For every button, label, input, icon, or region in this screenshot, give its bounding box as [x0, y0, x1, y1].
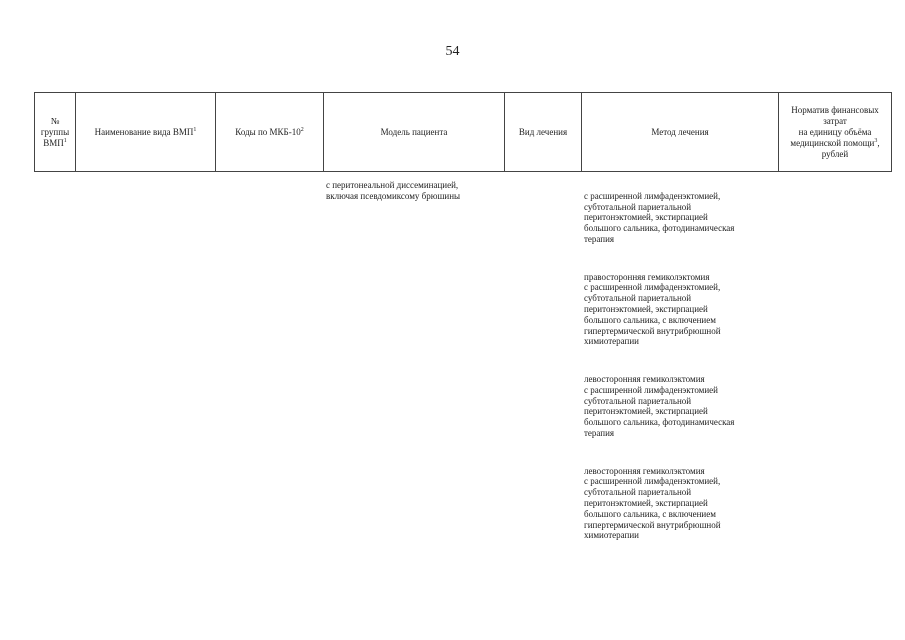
col-cost-norm: Норматив финансовых затрат на единицу объёма медицинской помощи$^3$, рублей: [779, 93, 892, 172]
page-number: 54: [445, 44, 460, 59]
col-treatment-type: Вид лечения: [505, 93, 582, 172]
col-mkb-codes: Коды по МКБ-$10^2$: [216, 93, 324, 172]
patient-model-text: с перитонеальной диссеминацией, включая псевдомиксому брюшины: [326, 180, 461, 201]
col-treatment-method: Метод лечения: [582, 93, 779, 172]
treatment-method-list: [584, 180, 774, 568]
col-patient-model: Модель пациента: [324, 93, 505, 172]
method-item: левосторонняя гемиколэктомия с расширенной лимфаденэктомией, субтотальной париетальной перитонэктомией, экстирпацией большого сальника, с включением гипертермической внутрибрюшной химиотерапии: [584, 465, 721, 541]
method-item: правосторонняя гемиколэктомия с расширенной лимфаденэктомией, субтотальной париетальной перитонэктомией, экстирпацией большого сальника, с включением гипертермической внутрибрюшной химиотерапии: [584, 271, 721, 347]
method-item: с расширенной лимфаденэктомией, субтотальной париетальной перитонэктомией, экстирпацией большого сальника, фотодинамическая терапия: [584, 190, 735, 244]
col-group-number: № группы ВМП$^1$: [35, 93, 76, 172]
col-type-name: Наименование вида ВМП$^1$: [76, 93, 216, 172]
method-item: левосторонняя гемиколэктомия с расширенной лимфаденэктомией субтотальной париетальной перитонэктомией, экстирпацией большого сальника, фотодинамическая терапия: [584, 373, 735, 438]
table-header: [34, 92, 892, 172]
